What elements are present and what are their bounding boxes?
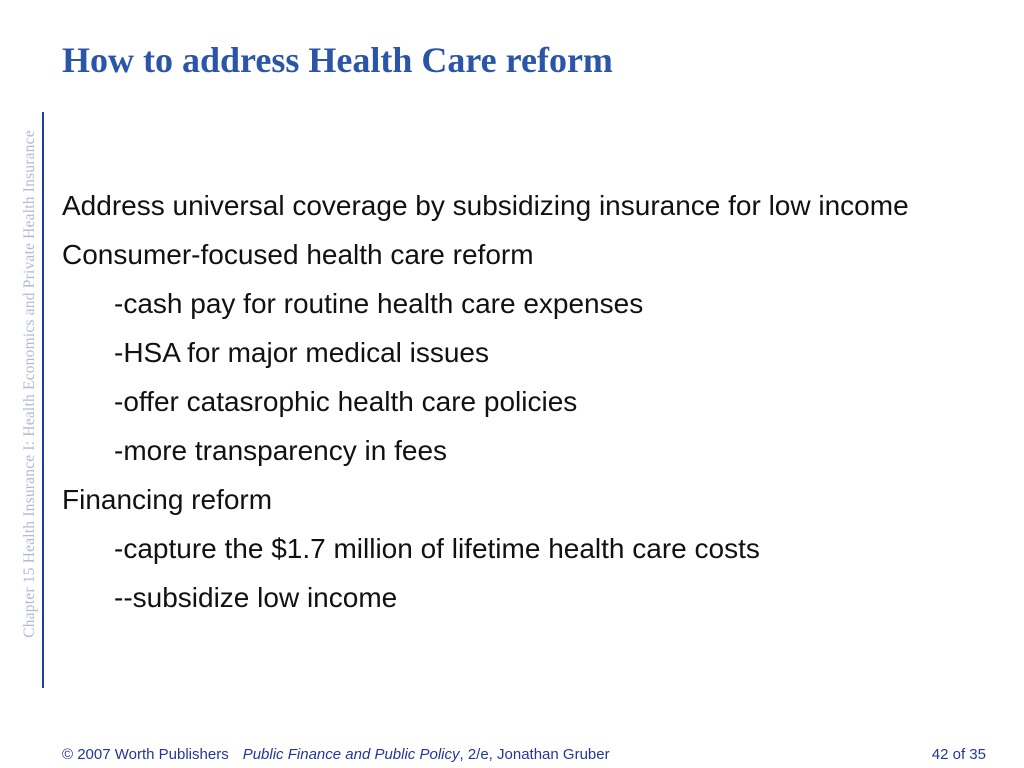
footer-edition-author: , 2/e, Jonathan Gruber [459,746,610,763]
bullet-financing-reform: Financing reform [62,484,273,515]
footer-book-title: Public Finance and Public Policy [242,746,460,763]
sub-bullet-transparency: -more transparency in fees [114,435,448,466]
side-rule [42,112,44,688]
sub-bullet-catastrophic: -offer catasrophic health care policies [114,386,578,417]
sub-bullet-subsidize: --subsidize low income [114,582,398,613]
chapter-caption: Chapter 15 Health Insurance I: Health Economics and Private Health Insurance [21,130,38,638]
footer-credits [62,746,610,763]
sub-bullet-cash-pay: -cash pay for routine health care expenses [114,288,644,319]
bullet-universal-coverage: Address universal coverage by subsidizing insurance for low income [62,190,909,221]
bullet-consumer-reform: Consumer-focused health care reform [62,239,534,270]
footer-copyright: © 2007 Worth Publishers [62,746,229,763]
sub-bullet-hsa: -HSA for major medical issues [114,337,490,368]
sub-bullet-lifetime-costs: -capture the $1.7 million of lifetime health care costs [114,533,760,564]
side-caption [4,40,56,728]
page-counter: 42 of 35 [931,746,986,763]
slide-footer [62,746,986,766]
slide-body [62,186,962,627]
slide-title: How to address Health Care reform [62,40,613,80]
